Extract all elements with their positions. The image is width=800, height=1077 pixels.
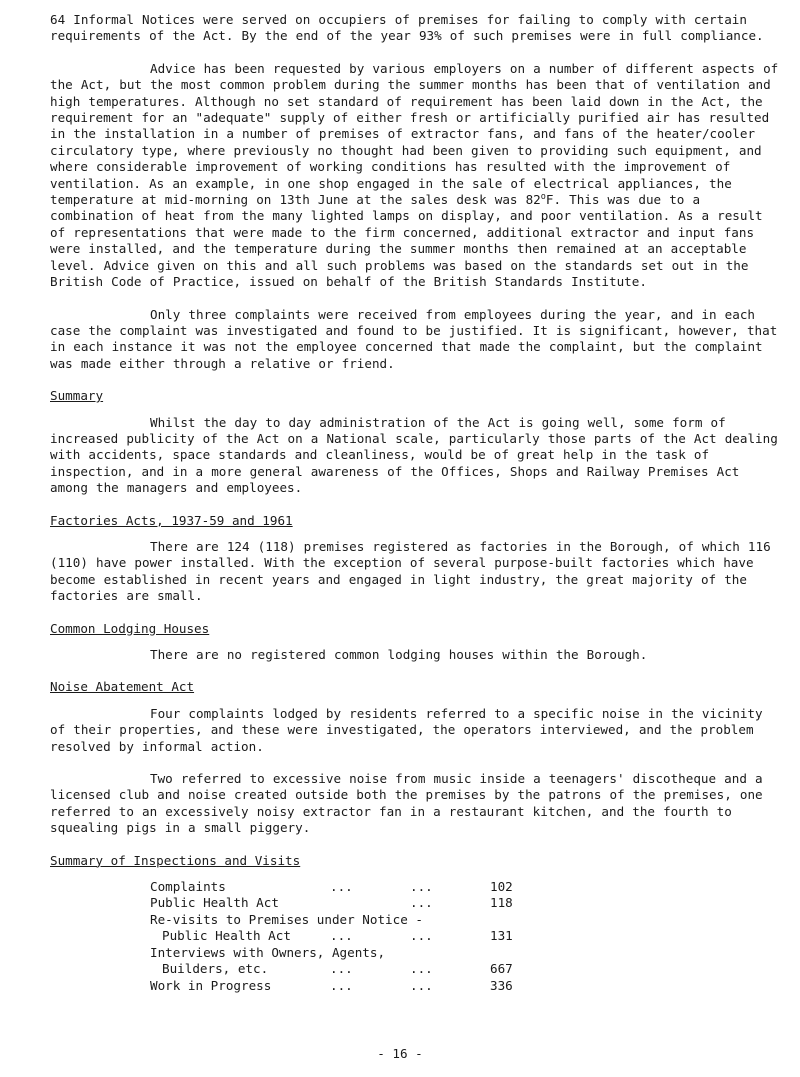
row-value: 336 — [490, 977, 513, 993]
row-label: Interviews with Owners, Agents, — [150, 944, 386, 960]
heading-factories-acts: Factories Acts, 1937-59 and 1961 — [50, 512, 293, 528]
leader-dots: ... — [410, 977, 433, 993]
table-row-continuation — [150, 961, 540, 977]
row-label: Work in Progress — [150, 977, 272, 993]
heading-noise-abatement: Noise Abatement Act — [50, 679, 195, 695]
row-value: 118 — [490, 895, 513, 911]
leader-dots: ... — [330, 928, 353, 944]
paragraph-employee-complaints: Only three complaints were received from employees during the year, and in each case the complaint was investigated and found to be justified. It is significant, however, that in each instance it was not the employee concerned that made the complaint, but the complaint was made either through a relative or friend. — [50, 306, 778, 371]
row-value: 131 — [490, 928, 513, 944]
table-row-continuation — [150, 928, 540, 944]
heading-summary: Summary — [50, 388, 104, 404]
heading-inspections-summary: Summary of Inspections and Visits — [50, 852, 301, 868]
leader-dots: ... — [330, 961, 353, 977]
page-number: - 16 - — [377, 1046, 423, 1061]
paragraph-informal-notices: 64 Informal Notices were served on occupiers of premises for failing to comply with certain requirements of the Act. By the end of the year 93% of such premises were in full compliance. — [50, 12, 764, 44]
leader-dots: ... — [410, 879, 433, 895]
inspections-table — [150, 879, 540, 994]
row-label: Re-visits to Premises under Notice - — [150, 911, 423, 927]
paragraph-noise-complaints: Four complaints lodged by residents referred to a specific noise in the vicinity of their properties, and these were investigated, the operators interviewed, and the problem resolved by informal action. — [50, 705, 763, 754]
paragraph-factories: There are 124 (118) premises registered as factories in the Borough, of which 116 (110) have power installed. With the exception of several purpose-built factories which have become established in recent years and engaged in light industry, the great majority of the factories are small. — [50, 538, 771, 604]
document-page — [50, 12, 785, 994]
leader-dots: ... — [330, 977, 353, 993]
paragraph-summary: Whilst the day to day administration of the Act is going well, some form of increased publicity of the Act on a National scale, particularly those parts of the Act dealing with accidents, space standards and cleanliness, would be of great help in the task of inspection, and in a more general awareness of the Offices, Shops and Railway Premises Act among the managers and employees. — [50, 414, 778, 496]
leader-dots: ... — [410, 961, 433, 977]
row-label: Public Health Act — [162, 928, 291, 944]
ventilation-text-part2: F. This was due to a combination of heat from the many lighted lamps on display, and poor ventilation. As a result of representations that were made to the firm concerned, additional extractor and input fans were installed, and the temperature during the summer months then remained at an acceptable level. Advice given on this and all such problems was based on the standards set out in the British Code of Practice, issued on behalf of the British Standards Institute. — [50, 192, 763, 290]
ventilation-text-part1: Advice has been requested by various employers on a number of different aspects of the Act, but the most common problem during the summer months has been that of ventilation and high temperatures. Although no set standard of requirement has been laid down in the Act, the requirement for an "adequate" supply of either fresh or artificially purified air has resulted in the installation in a number of premises of extractor fans, and fans of the heater/cooler circulatory type, where previously no thought had been given to providing such equipment, and where considerable improvement of working conditions has resulted with the improvement of ventilation. As an example, in one shop engaged in the sale of electrical appliances, the temperature at mid-morning on 13th June at the sales desk was 82 — [50, 60, 779, 208]
leader-dots: ... — [410, 895, 433, 911]
row-label: Builders, etc. — [162, 961, 269, 977]
row-label: Complaints — [150, 879, 226, 895]
leader-dots: ... — [330, 879, 353, 895]
table-row — [150, 978, 540, 994]
row-value: 102 — [490, 879, 513, 895]
paragraph-ventilation-advice — [50, 61, 785, 291]
leader-dots: ... — [410, 928, 433, 944]
paragraph-noise-referrals: Two referred to excessive noise from music inside a teenagers' discotheque and a licensed club and noise created outside both the premises by the patrons of the premises, one referred to an excessively noisy extractor fan in a restaurant kitchen, and the fourth to squealing pigs in a small piggery. — [50, 771, 763, 836]
table-row — [150, 945, 540, 961]
heading-common-lodging-houses: Common Lodging Houses — [50, 620, 210, 636]
row-value: 667 — [490, 961, 513, 977]
degree-symbol: o — [540, 191, 546, 202]
table-row — [150, 879, 540, 895]
table-row — [150, 912, 540, 928]
table-row — [150, 895, 540, 911]
row-label: Public Health Act — [150, 895, 279, 911]
paragraph-common-lodging-houses: There are no registered common lodging houses within the Borough. — [150, 647, 648, 662]
